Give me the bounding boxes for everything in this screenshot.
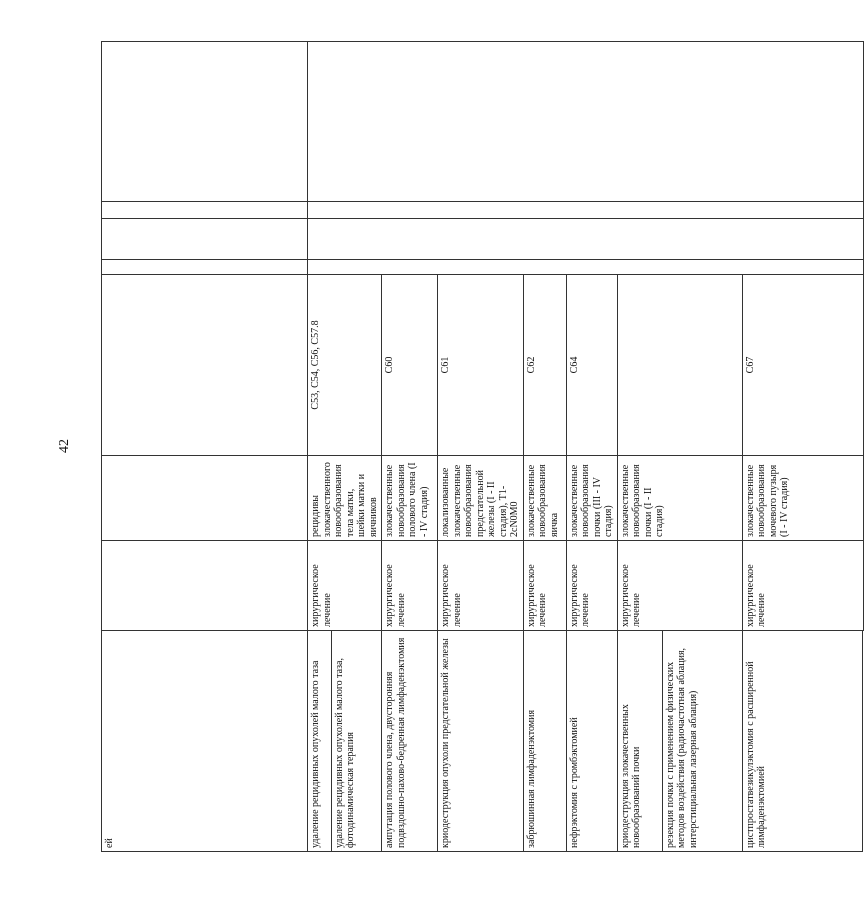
diagnosis-cell: злокачественные новообразования почки (III - IV стадия) bbox=[566, 456, 617, 541]
treatment-cell: хирургическое лечение bbox=[617, 541, 742, 631]
treatment-cell: хирургическое лечение bbox=[566, 541, 617, 631]
document-table-area bbox=[101, 42, 790, 852]
method-cell: нефрэктомия с тромбэктомией bbox=[566, 631, 617, 852]
method-cell: криодеструкция опухоли предстательной железы bbox=[438, 631, 524, 852]
blank-cell bbox=[308, 42, 864, 202]
header-blank-cell bbox=[102, 219, 308, 260]
treatment-table bbox=[101, 41, 864, 852]
header-blank-cell bbox=[102, 456, 308, 541]
diagnosis-cell: локализованные злокачественные новообразования предстательной железы (I - II стадия), Т1-2сN0M0 bbox=[438, 456, 524, 541]
code-cell: С60 bbox=[382, 275, 438, 456]
treatment-cell: хирургическое лечение bbox=[308, 541, 382, 631]
header-blank-cell bbox=[102, 275, 308, 456]
code-cell: С61 bbox=[438, 275, 524, 456]
treatment-cell: хирургическое лечение bbox=[382, 541, 438, 631]
method-cell: резекция почки с применением физических методов воздействия (радиочастотная аблация, интерстициальная лазерная аблация) bbox=[662, 631, 742, 852]
diagnosis-cell: злокачественные новообразования мочевого пузыря (I - IV стадия) bbox=[742, 456, 863, 541]
code-cell: С62 bbox=[523, 275, 566, 456]
method-cell: цистпростатвезикулэктомия с расширенной лимфаденэктомией bbox=[742, 631, 862, 852]
diagnosis-cell: злокачественные новообразования полового члена (I - IV стадия) bbox=[382, 456, 438, 541]
treatment-cell: хирургическое лечение bbox=[438, 541, 524, 631]
treatment-cell: хирургическое лечение bbox=[742, 541, 863, 631]
diagnosis-cell: злокачественные новообразования яичка bbox=[523, 456, 566, 541]
method-cell: удаление рецидивных опухолей малого таза, фотодинамическая терапия bbox=[331, 631, 381, 852]
blank-cell bbox=[308, 260, 864, 275]
header-fragment: ей bbox=[104, 838, 115, 848]
diagnosis-cell: злокачественные новообразования почки (I - II стадия) bbox=[617, 456, 742, 541]
method-cell: ампутация полового члена, двусторонняя подвздошно-пахово-бедренная лимфаденэктомия bbox=[382, 631, 438, 852]
header-blank-cell bbox=[102, 541, 308, 631]
method-cell: удаление рецидивных опухолей малого таза bbox=[308, 631, 332, 852]
header-blank-cell bbox=[102, 260, 308, 275]
treatment-cell: хирургическое лечение bbox=[523, 541, 566, 631]
code-cell: С53, С54, С56, С57.8 bbox=[308, 275, 382, 456]
code-cell: С67 bbox=[742, 275, 863, 456]
blank-cell bbox=[308, 202, 864, 219]
header-blank-cell bbox=[102, 42, 308, 202]
method-cell: забрюшинная лимфаденэктомия bbox=[523, 631, 566, 852]
blank-cell bbox=[308, 219, 864, 260]
page-number: 42 bbox=[57, 439, 72, 453]
code-cell: С64 bbox=[566, 275, 617, 456]
header-blank-cell bbox=[102, 202, 308, 219]
method-cell: криодеструкция злокачественных новообразований почки bbox=[617, 631, 662, 852]
diagnosis-cell: рецидивы злокачественного новообразования тела матки, шейки матки и яичников bbox=[308, 456, 382, 541]
header-methods-cell bbox=[102, 631, 308, 852]
rotated-table bbox=[101, 42, 790, 852]
code-cell bbox=[617, 275, 742, 456]
